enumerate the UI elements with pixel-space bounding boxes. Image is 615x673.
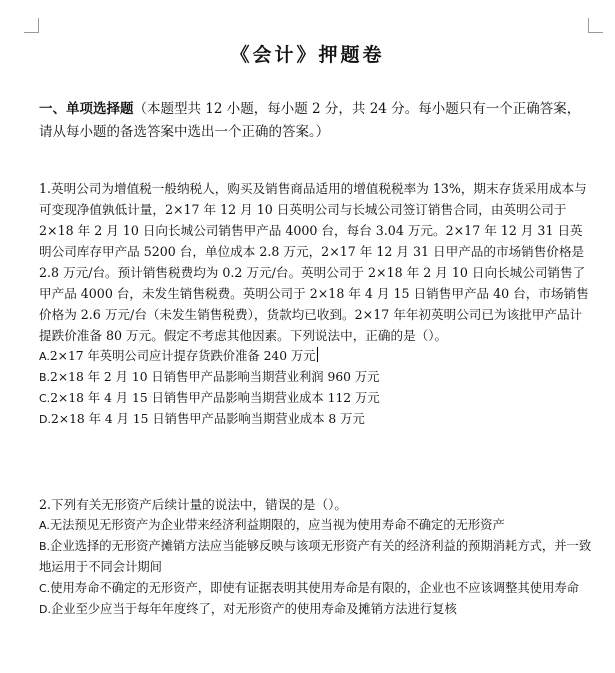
option-label: C. [39,582,51,595]
question-1 [39,178,594,430]
option-c [39,578,594,599]
option-text: 企业至少应当于每年年度终了，对无形资产的使用寿命及摊销方法进行复核 [50,602,457,616]
option-text: 企业选择的无形资产摊销方法应当能够反映与该项无形资产有关的经济利益的预期消耗方式，并一致地运用于不同会计期间 [39,539,592,574]
section-instructions: （本题型共 12 小题，每小题 2 分，共 24 分。每小题只有一个正确答案，请从每小题的备选答案中选出一个正确的答案。） [39,101,581,140]
option-label: C. [39,392,51,405]
option-label: A. [39,519,50,532]
option-d [39,409,594,430]
option-text: 使用寿命不确定的无形资产，即使有证据表明其使用寿命是有限的，企业也不应该调整其使用寿命 [50,581,579,595]
option-text: 无法预见无形资产为企业带来经济利益期限的，应当视为使用寿命不确定的无形资产 [49,518,505,532]
page-corner-mark-right [588,18,603,33]
option-text: 2×18 年 4 月 15 日销售甲产品影响当期营业成本 8 万元 [50,412,365,426]
question-2 [39,494,594,620]
option-text: 2×18 年 4 月 15 日销售甲产品影响当期营业成本 112 万元 [50,391,380,405]
option-label: D. [39,413,51,426]
option-label: A. [39,350,50,363]
option-b [39,367,594,388]
document-title: 《会计》押题卷 [230,44,385,66]
option-c [39,388,594,409]
option-d [39,599,594,620]
option-b [39,536,594,578]
option-a [39,346,594,367]
option-label: B. [39,540,51,553]
question-stem: 2.下列有关无形资产后续计量的说法中，错误的是（）。 [39,497,347,512]
section-header [39,98,591,144]
text-cursor [317,347,318,362]
page-corner-mark-left [24,18,39,33]
option-a [39,515,594,536]
question-stem: 1.英明公司为增值税一般纳税人，购买及销售商品适用的增值税税率为 13%，期末存货采用成本与可变现净值孰低计量，2×17 年 12 月 10 日英明公司与长城公司签订销售合同，由英明公司于 2×18 年 2 月 10 日向长城公司销售甲产品 4000 台，每台 3.04 万元。2×17 年 12 月 31 日英明公司库存甲产品 5200 台，单位成本 2.8 万元，2×17 年 12 月 31 日甲产品的市场销售价格是 2.8 万元/台。预计销售税费均为 0.2 万元/台。英明公司于 2×18 年 2 月 10 日向长城公司销售了甲产品 4000 台，未发生销售税费。英明公司于 2×18 年 4 月 15 日销售甲产品 40 台，市场销售价格为 2.6 万元/台（未发生销售税费），货款均已收到。2×17 年年初英明公司已为该批甲产品计提跌价准备 80 万元。假定不考虑其他因素。下列说法中，正确的是（）。 [39,181,589,343]
option-text: 2×17 年英明公司应计提存货跌价准备 240 万元 [49,349,316,363]
option-text: 2×18 年 2 月 10 日销售甲产品影响当期营业利润 960 万元 [50,370,380,384]
option-label: B. [39,371,51,384]
option-label: D. [39,603,51,616]
section-heading: 一、单项选择题 [39,101,134,117]
